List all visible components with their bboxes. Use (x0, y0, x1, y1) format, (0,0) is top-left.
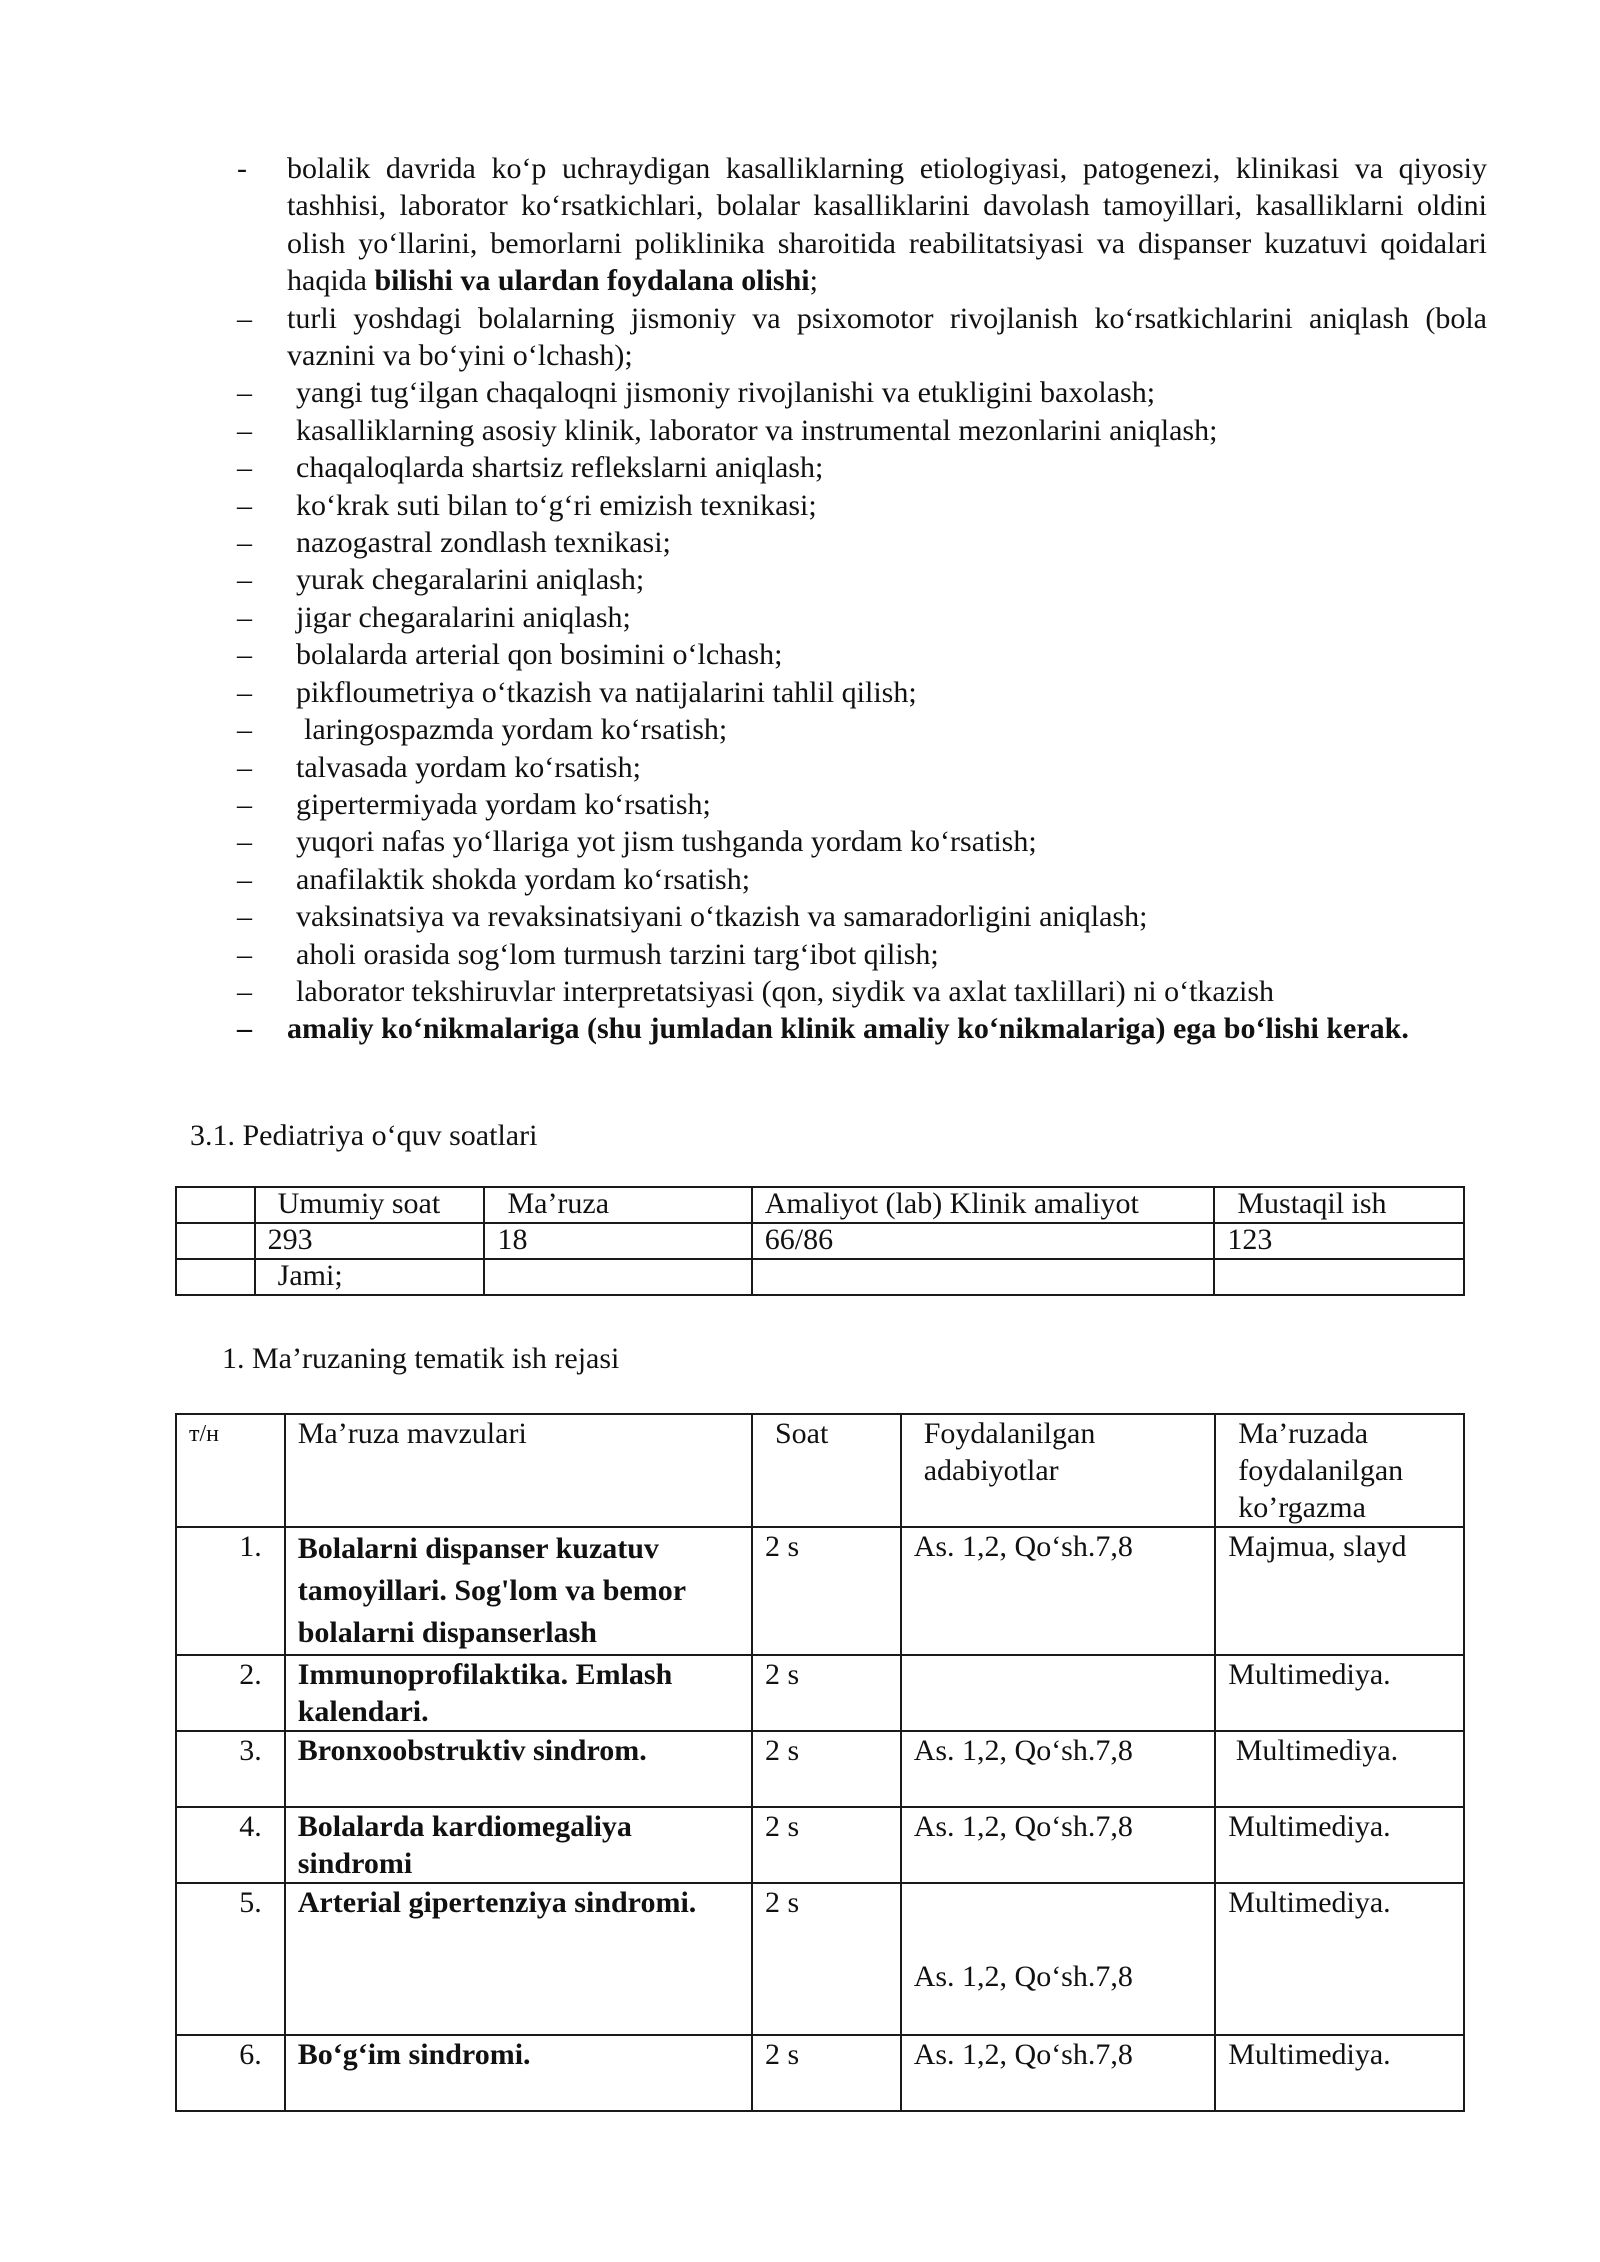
list-item (237, 786, 1487, 823)
table-header-cell: Amaliyot (lab) Klinik amaliyot (752, 1187, 1215, 1223)
table-cell-hours: 2 s (752, 2035, 901, 2111)
list-marker: – (237, 862, 252, 896)
table-cell-aids: Multimediya. (1215, 1883, 1464, 2035)
list-item-text: chaqaloqlarda shartsiz reflekslarni aniqlash; (296, 451, 824, 485)
table-cell-topic: Boʻgʻim sindromi. (285, 2035, 752, 2111)
list-item-text: jigar chegaralarini aniqlash; (296, 600, 631, 634)
table-header-cell: Ma’ruza (484, 1187, 751, 1223)
list-item-text: yuqori nafas yoʻllariga yot jism tushganda yordam koʻrsatish; (296, 825, 1037, 859)
table-cell-aids: Majmua, slayd (1215, 1527, 1464, 1655)
table-cell-hours: 2 s (752, 1655, 901, 1731)
list-item-text: bolalarda arterial qon bosimini oʻlchash; (296, 638, 783, 672)
table-cell: 18 (484, 1223, 751, 1259)
table-cell-topic: Immunoprofilaktika. Emlash kalendari. (285, 1655, 752, 1731)
table-header-cell: Ma’ruza mavzulari (285, 1414, 752, 1527)
table-cell-hours: 2 s (752, 1807, 901, 1883)
table-row (176, 1731, 1464, 1807)
table-row (176, 1527, 1464, 1655)
table-row (176, 1883, 1464, 2035)
list-marker: – (237, 563, 252, 597)
table-cell-hours: 2 s (752, 1527, 901, 1655)
table-cell-literature (901, 1655, 1216, 1731)
list-marker: – (237, 638, 252, 672)
table-cell-aids: Multimediya. (1215, 1807, 1464, 1883)
list-item (237, 936, 1487, 973)
list-item (237, 300, 1487, 375)
list-item-text: vaksinatsiya va revaksinatsiyani oʻtkazish va samaradorligini aniqlash; (296, 900, 1148, 934)
list-item (237, 711, 1487, 748)
skills-bullet-list (237, 150, 1487, 1048)
list-item-text: yangi tugʻilgan chaqaloqni jismoniy rivojlanishi va etukligini baxolash; (296, 376, 1156, 410)
list-item-text: yurak chegaralarini aniqlash; (296, 563, 645, 597)
table-cell (1214, 1259, 1464, 1295)
table-cell-literature: As. 1,2, Qoʻsh.7,8 (901, 1731, 1216, 1807)
table-header-row (176, 1187, 1464, 1223)
list-marker: – (237, 787, 252, 821)
table-header-cell: Ma’ruzada foydalanilgan ko’rgazma (1215, 1414, 1464, 1527)
list-item (237, 524, 1487, 561)
list-marker: – (237, 376, 252, 410)
list-item (237, 749, 1487, 786)
table-cell-number: 4. (176, 1807, 285, 1883)
table-cell-literature: As. 1,2, Qoʻsh.7,8 (901, 2035, 1216, 2111)
table-cell-number: 2. (176, 1655, 285, 1731)
table-header-cell: Mustaqil ish (1214, 1187, 1464, 1223)
list-item-text: laringospazmda yordam koʻrsatish; (304, 713, 728, 747)
list-item-text: gipertermiyada yordam koʻrsatish; (296, 787, 711, 821)
table-cell-number: 6. (176, 2035, 285, 2111)
table-cell-hours: 2 s (752, 1731, 901, 1807)
list-marker: – (237, 900, 252, 934)
list-marker: – (237, 413, 252, 447)
lecture-plan-table (175, 1413, 1465, 2112)
list-marker: – (237, 675, 252, 709)
list-item (237, 561, 1487, 598)
list-item (237, 636, 1487, 673)
list-item (237, 150, 1487, 300)
table-header-row (176, 1414, 1464, 1527)
list-item (237, 449, 1487, 486)
list-item-text: koʻkrak suti bilan toʻgʻri emizish texnikasi; (296, 488, 817, 522)
list-marker: – (237, 301, 252, 335)
table-row (176, 1655, 1464, 1731)
table-header-cell: Umumiy soat (255, 1187, 485, 1223)
section-heading-study-hours: 3.1. Pediatriya oʻquv soatlari (190, 1119, 538, 1152)
table-row (176, 1807, 1464, 1883)
table-cell (484, 1259, 751, 1295)
list-item-text: bolalik davrida koʻp uchraydigan kasalliklarning etiologiyasi, patogenezi, klinikasi va qiyosiy tashhisi, laborator koʻrsatkichlari, bolalar kasalliklarini davolash tamoyillari, kasalliklarni oldini olish yoʻllarini, bemorlarni poliklinika sharoitida reabilitatsiyasi va dispanser kuzatuvi qoidalari haqida (287, 152, 1487, 298)
table-cell: 293 (255, 1223, 485, 1259)
table-cell-topic: Bronxoobstruktiv sindrom. (285, 1731, 752, 1807)
list-item-text: amaliy koʻnikmalariga (shu jumladan klinik amaliy koʻnikmalariga) ega boʻlishi kerak. (287, 1012, 1409, 1046)
table-cell-aids: Multimediya. (1215, 1731, 1464, 1807)
table-cell (752, 1259, 1215, 1295)
table-cell-aids: Multimediya. (1215, 1655, 1464, 1731)
list-item-tail: ; (809, 264, 818, 298)
table-cell-total-label: Jami; (255, 1259, 485, 1295)
list-item-text: anafilaktik shokda yordam koʻrsatish; (296, 862, 751, 896)
list-marker: – (237, 600, 252, 634)
list-marker: – (237, 713, 252, 747)
list-marker: – (237, 526, 252, 560)
list-item (237, 412, 1487, 449)
list-marker: – (237, 1012, 252, 1046)
list-item (237, 861, 1487, 898)
table-cell-number: 1. (176, 1527, 285, 1655)
list-item (237, 374, 1487, 411)
table-cell (176, 1223, 255, 1259)
list-item-text: nazogastral zondlash texnikasi; (296, 526, 671, 560)
list-marker: – (237, 750, 252, 784)
list-item-text: kasalliklarning asosiy klinik, laborator va instrumental mezonlarini aniqlash; (296, 413, 1218, 447)
table-cell-aids: Multimediya. (1215, 2035, 1464, 2111)
list-item-text: aholi orasida sogʻlom turmush tarzini targʻibot qilish; (296, 937, 939, 971)
list-marker: – (237, 825, 252, 859)
list-item (237, 599, 1487, 636)
table-cell-topic: Bolalarda kardiomegaliya sindromi (285, 1807, 752, 1883)
list-marker: – (237, 451, 252, 485)
list-item (237, 487, 1487, 524)
table-cell-literature: As. 1,2, Qoʻsh.7,8 (901, 1883, 1216, 2035)
table-cell-number: 3. (176, 1731, 285, 1807)
table-cell (176, 1259, 255, 1295)
table-header-cell: т/н (176, 1414, 285, 1527)
table-cell-literature: As. 1,2, Qoʻsh.7,8 (901, 1527, 1216, 1655)
table-row (176, 1259, 1464, 1295)
list-marker: - (237, 152, 247, 185)
list-marker: – (237, 937, 252, 971)
section-heading-lecture-plan: 1. Ma’ruzaning tematik ish rejasi (222, 1342, 620, 1375)
list-item-text: talvasada yordam koʻrsatish; (296, 750, 641, 784)
list-item (237, 823, 1487, 860)
table-header-cell: Foydalanilgan adabiyotlar (901, 1414, 1216, 1527)
list-item-text: turli yoshdagi bolalarning jismoniy va psixomotor rivojlanish koʻrsatkichlarini aniqlash (bola vaznini va boʻyini oʻlchash); (287, 301, 1487, 373)
table-header-cell: Soat (752, 1414, 901, 1527)
list-marker: – (237, 974, 252, 1008)
table-cell (176, 1187, 255, 1223)
list-marker: – (237, 488, 252, 522)
list-item-bold-text: bilishi va ulardan foydalana olishi (374, 264, 810, 298)
list-item-text: pikfloumetriya oʻtkazish va natijalarini tahlil qilish; (296, 675, 917, 709)
list-item (237, 898, 1487, 935)
table-cell-number: 5. (176, 1883, 285, 2035)
table-row (176, 2035, 1464, 2111)
table-cell-topic: Arterial gipertenziya sindromi. (285, 1883, 752, 2035)
list-item (237, 1010, 1487, 1047)
table-cell-topic: Bolalarni dispanser kuzatuv tamoyillari. Sog'lom va bemor bolalarni dispanserlash (285, 1527, 752, 1655)
table-cell: 66/86 (752, 1223, 1215, 1259)
table-cell-hours: 2 s (752, 1883, 901, 2035)
list-item-text: laborator tekshiruvlar interpretatsiyasi (qon, siydik va axlat taxlillari) ni oʻtkazish (296, 974, 1275, 1008)
table-row (176, 1223, 1464, 1259)
list-item (237, 674, 1487, 711)
list-item (237, 973, 1487, 1010)
table-cell-literature: As. 1,2, Qoʻsh.7,8 (901, 1807, 1216, 1883)
study-hours-table (175, 1186, 1465, 1296)
table-cell: 123 (1214, 1223, 1464, 1259)
